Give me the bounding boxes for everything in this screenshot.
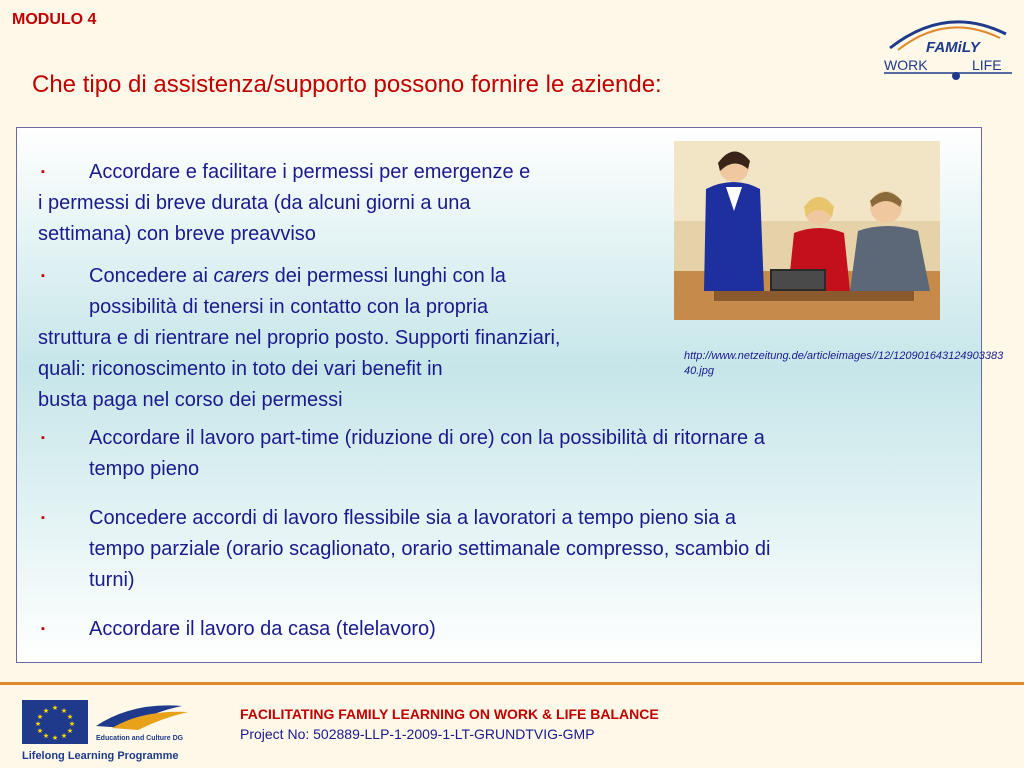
svg-text:★: ★: [66, 727, 74, 735]
family-work-life-logo: [876, 10, 1018, 84]
svg-text:★: ★: [51, 734, 59, 742]
lifelong-learning-label: Lifelong Learning Programme: [22, 750, 179, 762]
svg-text:★: ★: [36, 713, 44, 721]
content-box: [16, 127, 1004, 663]
bullet-4-line-3: turni): [89, 569, 135, 591]
bullet-5-line-1: Accordare il lavoro da casa (telelavoro): [89, 618, 436, 640]
slide-title: Che tipo di assistenza/supporto possono fornire le aziende:: [32, 71, 662, 98]
bullet-2-line-1: Concedere ai carers dei permessi lunghi con la: [89, 265, 506, 287]
svg-text:FAMiLY: FAMiLY: [926, 39, 980, 56]
svg-text:★: ★: [34, 720, 42, 728]
office-meeting-photo: [674, 141, 940, 320]
svg-text:★: ★: [42, 707, 50, 715]
image-source-url[interactable]: http://www.netzeitung.de/articleimages//12/12090164312490338340.jpg: [684, 350, 1004, 377]
bullet-2-line-2: possibilità di tenersi in contatto con la propria: [89, 296, 489, 318]
footer-title: FACILITATING FAMILY LEARNING ON WORK & LIFE BALANCE: [240, 706, 659, 722]
bullet-marker: ▪: [41, 512, 45, 524]
module-label: MODULO 4: [12, 11, 97, 28]
svg-text:★: ★: [60, 732, 68, 740]
bullet-marker: ▪: [41, 270, 45, 282]
svg-text:★: ★: [66, 713, 74, 721]
bullet-2-line-3: struttura e di rientrare nel proprio posto. Supporti finanziari,: [38, 327, 561, 349]
bullet-1-line-2: i permessi di breve durata (da alcuni giorni a una: [38, 192, 471, 214]
bullet-4-line-1: Concedere accordi di lavoro flessibile sia a lavoratori a tempo pieno sia a: [89, 507, 737, 529]
bullet-2-line-5: busta paga nel corso dei permessi: [38, 389, 343, 411]
bullet-3-line-2: tempo pieno: [89, 458, 200, 480]
carers-emphasis: carers: [213, 265, 270, 287]
svg-text:★: ★: [68, 720, 76, 728]
bullet-4-line-2: tempo parziale (orario scaglionato, orario settimanale compresso, scambio di: [89, 538, 771, 560]
svg-text:★: ★: [42, 732, 50, 740]
footer-project-number: Project No: 502889-LLP-1-2009-1-LT-GRUNDTVIG-GMP: [240, 726, 595, 742]
svg-text:LIFE: LIFE: [972, 57, 1002, 73]
bullet-marker: ▪: [41, 432, 45, 444]
footer-divider: [0, 682, 1024, 685]
svg-text:★: ★: [36, 727, 44, 735]
bullet-marker: ▪: [41, 166, 45, 178]
svg-text:Education and Culture DG: Education and Culture DG: [96, 735, 184, 742]
bullet-marker: ▪: [41, 623, 45, 635]
svg-text:★: ★: [51, 704, 59, 712]
eu-flag-icon: [22, 700, 88, 744]
bullet-1-line-1: Accordare e facilitare i permessi per emergenze e: [89, 161, 531, 183]
education-culture-logo: [92, 700, 202, 744]
svg-text:★: ★: [60, 707, 68, 715]
bullet-1-line-3: settimana) con breve preavviso: [38, 223, 316, 245]
bullet-2-line-4: quali: riconoscimento in toto dei vari benefit in: [38, 358, 443, 380]
svg-text:WORK: WORK: [884, 57, 928, 73]
bullet-3-line-1: Accordare il lavoro part-time (riduzione di ore) con la possibilità di ritornare a: [89, 427, 765, 449]
